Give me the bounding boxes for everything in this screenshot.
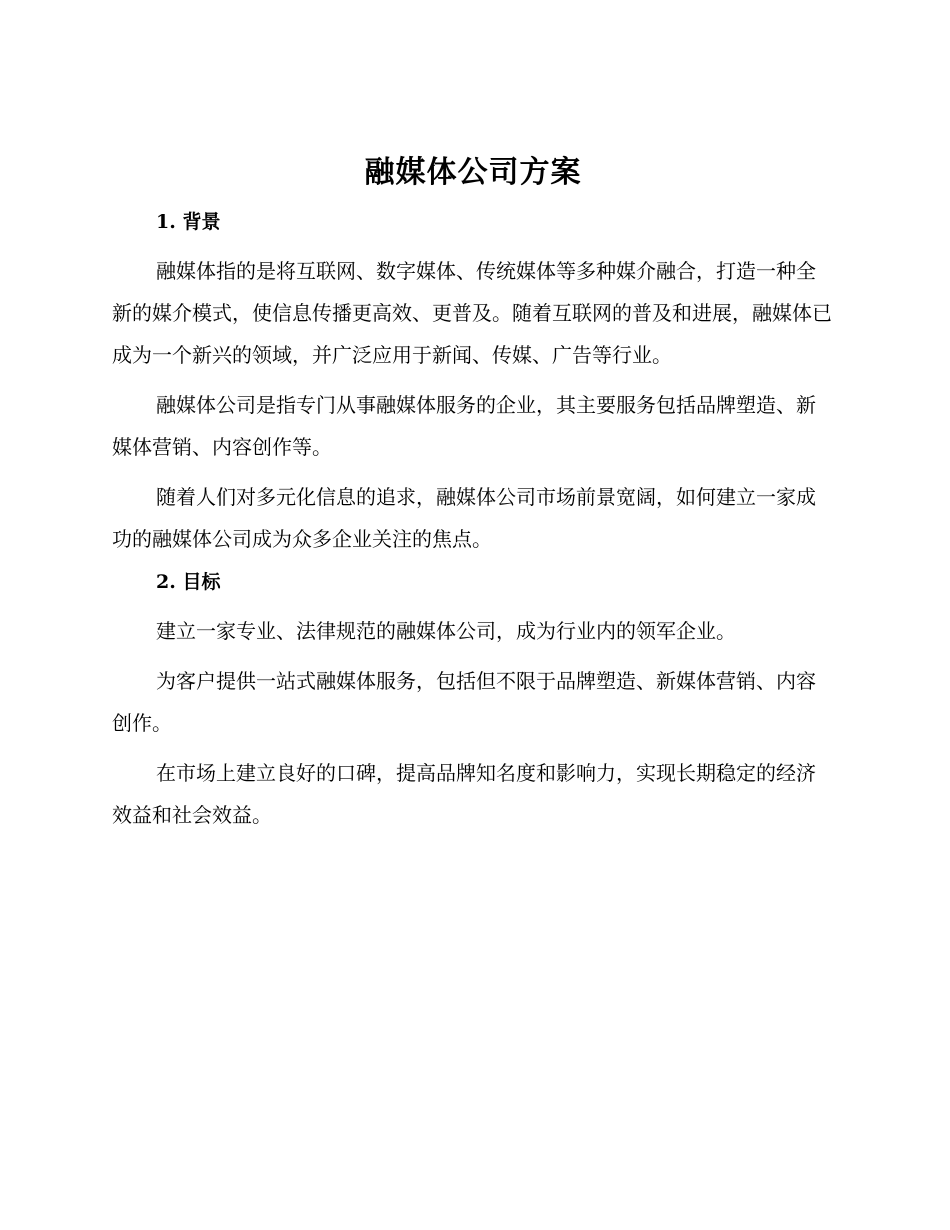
paragraph: 随着人们对多元化信息的追求，融媒体公司市场前景宽阔，如何建立一家成功的融媒体公司成为众多企业关注的焦点。 xyxy=(112,485,816,551)
section-heading-background: 1. 背景 xyxy=(156,211,221,233)
section-heading-goals: 2. 目标 xyxy=(156,571,221,593)
paragraph: 融媒体指的是将互联网、数字媒体、传统媒体等多种媒介融合，打造一种全新的媒介模式，使信息传播更高效、更普及。随着互联网的普及和进展，融媒体已成为一个新兴的领域，并广泛应用于新闻、传媒、广告等行业。 xyxy=(112,259,832,367)
section-goals xyxy=(112,568,834,836)
document-title: 融媒体公司方案 xyxy=(364,155,582,190)
paragraph: 融媒体公司是指专门从事融媒体服务的企业，其主要服务包括品牌塑造、新媒体营销、内容创作等。 xyxy=(112,393,816,459)
paragraph: 建立一家专业、法律规范的融媒体公司，成为行业内的领军企业。 xyxy=(156,619,736,643)
paragraph: 在市场上建立良好的口碑，提高品牌知名度和影响力，实现长期稳定的经济效益和社会效益。 xyxy=(112,761,816,827)
section-background xyxy=(112,208,834,560)
document-page xyxy=(112,150,834,844)
paragraph: 为客户提供一站式融媒体服务，包括但不限于品牌塑造、新媒体营销、内容创作。 xyxy=(112,669,816,735)
